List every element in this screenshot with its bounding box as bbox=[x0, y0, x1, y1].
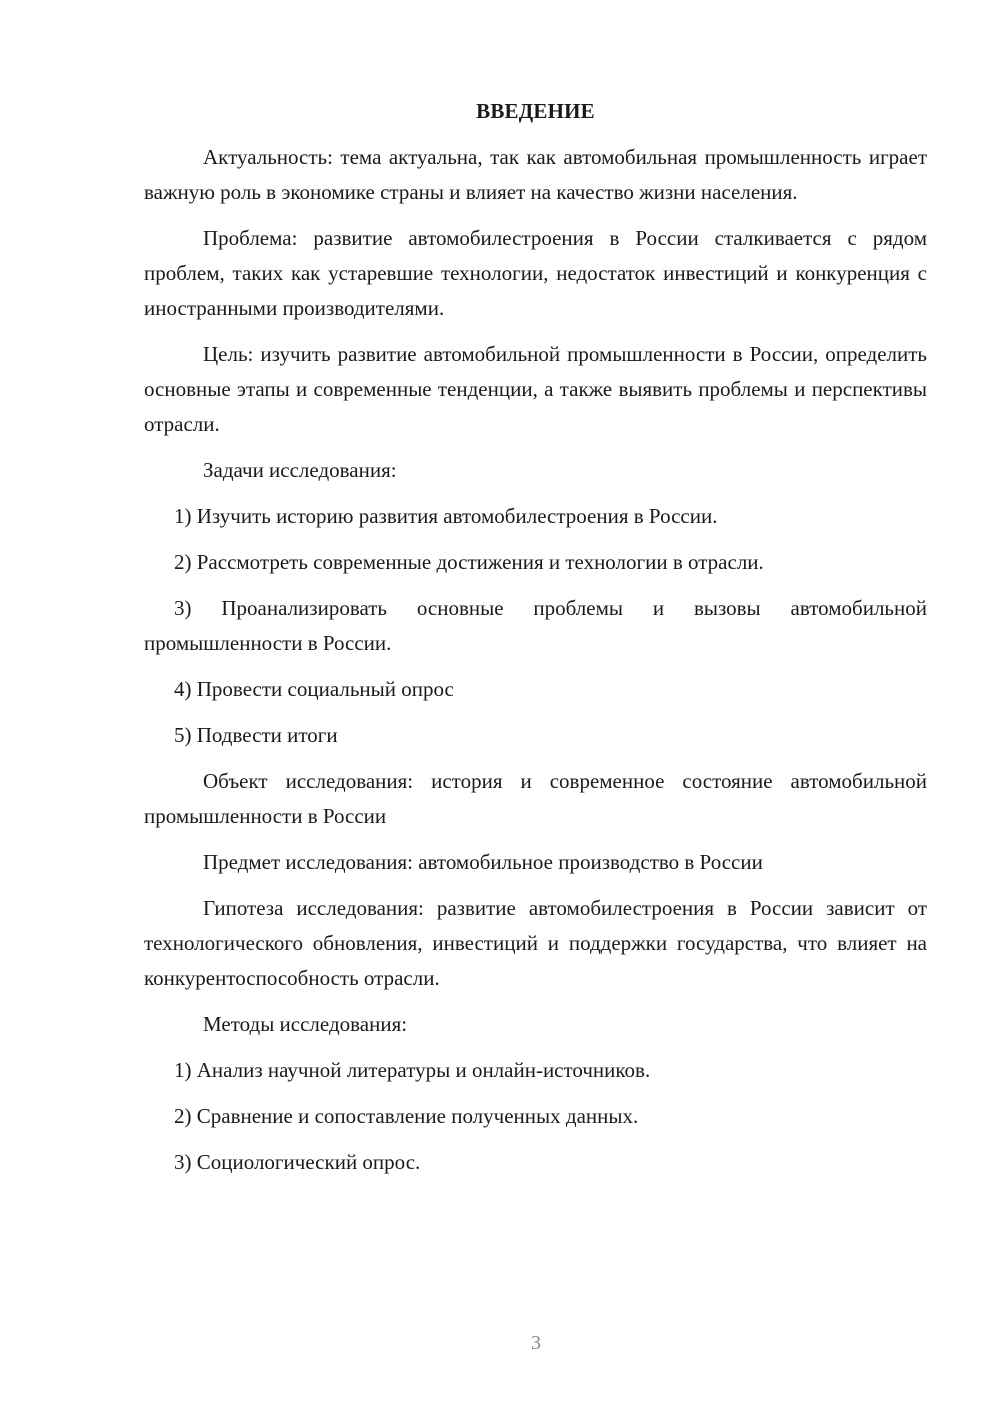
task-item: 3) Проанализировать основные проблемы и вызовы автомобильной промышленности в России. bbox=[144, 596, 927, 655]
method-item: 2) Сравнение и сопоставление полученных данных. bbox=[174, 1104, 639, 1128]
task-item: 4) Провести социальный опрос bbox=[174, 677, 454, 701]
problem-paragraph: Проблема: развитие автомобилестроения в России сталкивается с рядом проблем, таких как устаревшие технологии, недостаток инвестиций и конкуренция с иностранными производителями. bbox=[144, 226, 927, 320]
method-item: 1) Анализ научной литературы и онлайн-источников. bbox=[174, 1058, 651, 1082]
subject-paragraph: Предмет исследования: автомобильное производство в России bbox=[203, 850, 763, 874]
method-item: 3) Социологический опрос. bbox=[174, 1150, 421, 1174]
hypothesis-paragraph: Гипотеза исследования: развитие автомобилестроения в России зависит от технологического обновления, инвестиций и поддержки государства, что влияет на конкурентоспособность отрасли. bbox=[144, 896, 927, 990]
methods-heading: Методы исследования: bbox=[203, 1012, 408, 1036]
object-paragraph: Объект исследования: история и современное состояние автомобильной промышленности в России bbox=[144, 769, 927, 828]
tasks-heading: Задачи исследования: bbox=[203, 458, 397, 482]
task-item: 2) Рассмотреть современные достижения и технологии в отрасли. bbox=[174, 550, 764, 574]
relevance-paragraph: Актуальность: тема актуальна, так как автомобильная промышленность играет важную роль в экономике страны и влияет на качество жизни населения. bbox=[144, 145, 927, 204]
task-item: 5) Подвести итоги bbox=[174, 723, 338, 747]
page-number: 3 bbox=[531, 1332, 541, 1354]
document-body bbox=[144, 96, 927, 1191]
goal-paragraph: Цель: изучить развитие автомобильной промышленности в России, определить основные этапы и современные тенденции, а также выявить проблемы и перспективы отрасли. bbox=[144, 342, 927, 436]
section-title: ВВЕДЕНИЕ bbox=[476, 99, 595, 123]
task-item: 1) Изучить историю развития автомобилестроения в России. bbox=[174, 504, 718, 528]
